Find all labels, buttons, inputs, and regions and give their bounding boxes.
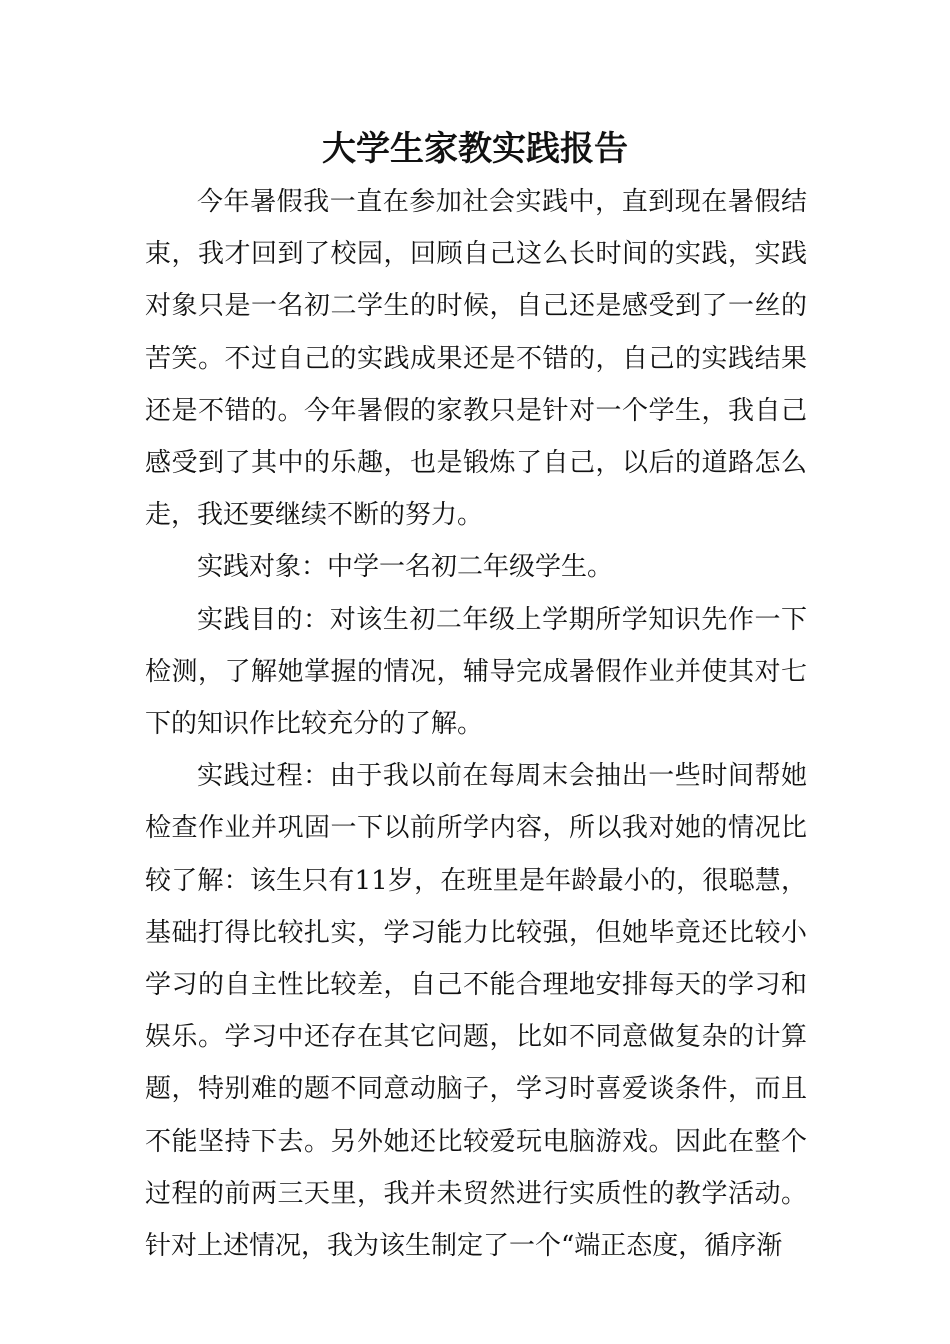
document-title: 大学生家教实践报告 <box>322 129 628 169</box>
paragraph-intro: 今年暑假我一直在参加社会实践中，直到现在暑假结束，我才回到了校园，回顾自己这么长时间的实践，实践对象只是一名初二学生的时候，自己还是感受到了一丝的苦笑。不过自己的实践成果还是不错的，自己的实践结果还是不错的。今年暑假的家教只是针对一个学生，我自己感受到了其中的乐趣，也是锻炼了自己，以后的道路怎么走，我还要继续不断的努力。 <box>145 187 807 531</box>
document-body <box>145 176 807 1272</box>
paragraph-practice-target: 实践对象：中学一名初二年级学生。 <box>197 552 614 583</box>
paragraph-practice-process: 实践过程：由于我以前在每周末会抽出一些时间帮她检查作业并巩固一下以前所学内容，所以我对她的情况比较了解：该生只有11岁，在班里是年龄最小的，很聪慧，基础打得比较扎实，学习能力比较强，但她毕竟还比较小学习的自主性比较差，自己不能合理地安排每天的学习和娱乐。学习中还存在其它问题，比如不同意做复杂的计算题，特别难的题不同意动脑子，学习时喜爱谈条件，而且不能坚持下去。另外她还比较爱玩电脑游戏。因此在整个过程的前两三天里，我并未贸然进行实质性的教学活动。针对上述情况，我为该生制定了一个“端正态度，循序渐 <box>145 761 807 1262</box>
paragraph-practice-purpose: 实践目的：对该生初二年级上学期所学知识先作一下检测，了解她掌握的情况，辅导完成暑假作业并使其对七下的知识作比较充分的了解。 <box>145 604 807 740</box>
